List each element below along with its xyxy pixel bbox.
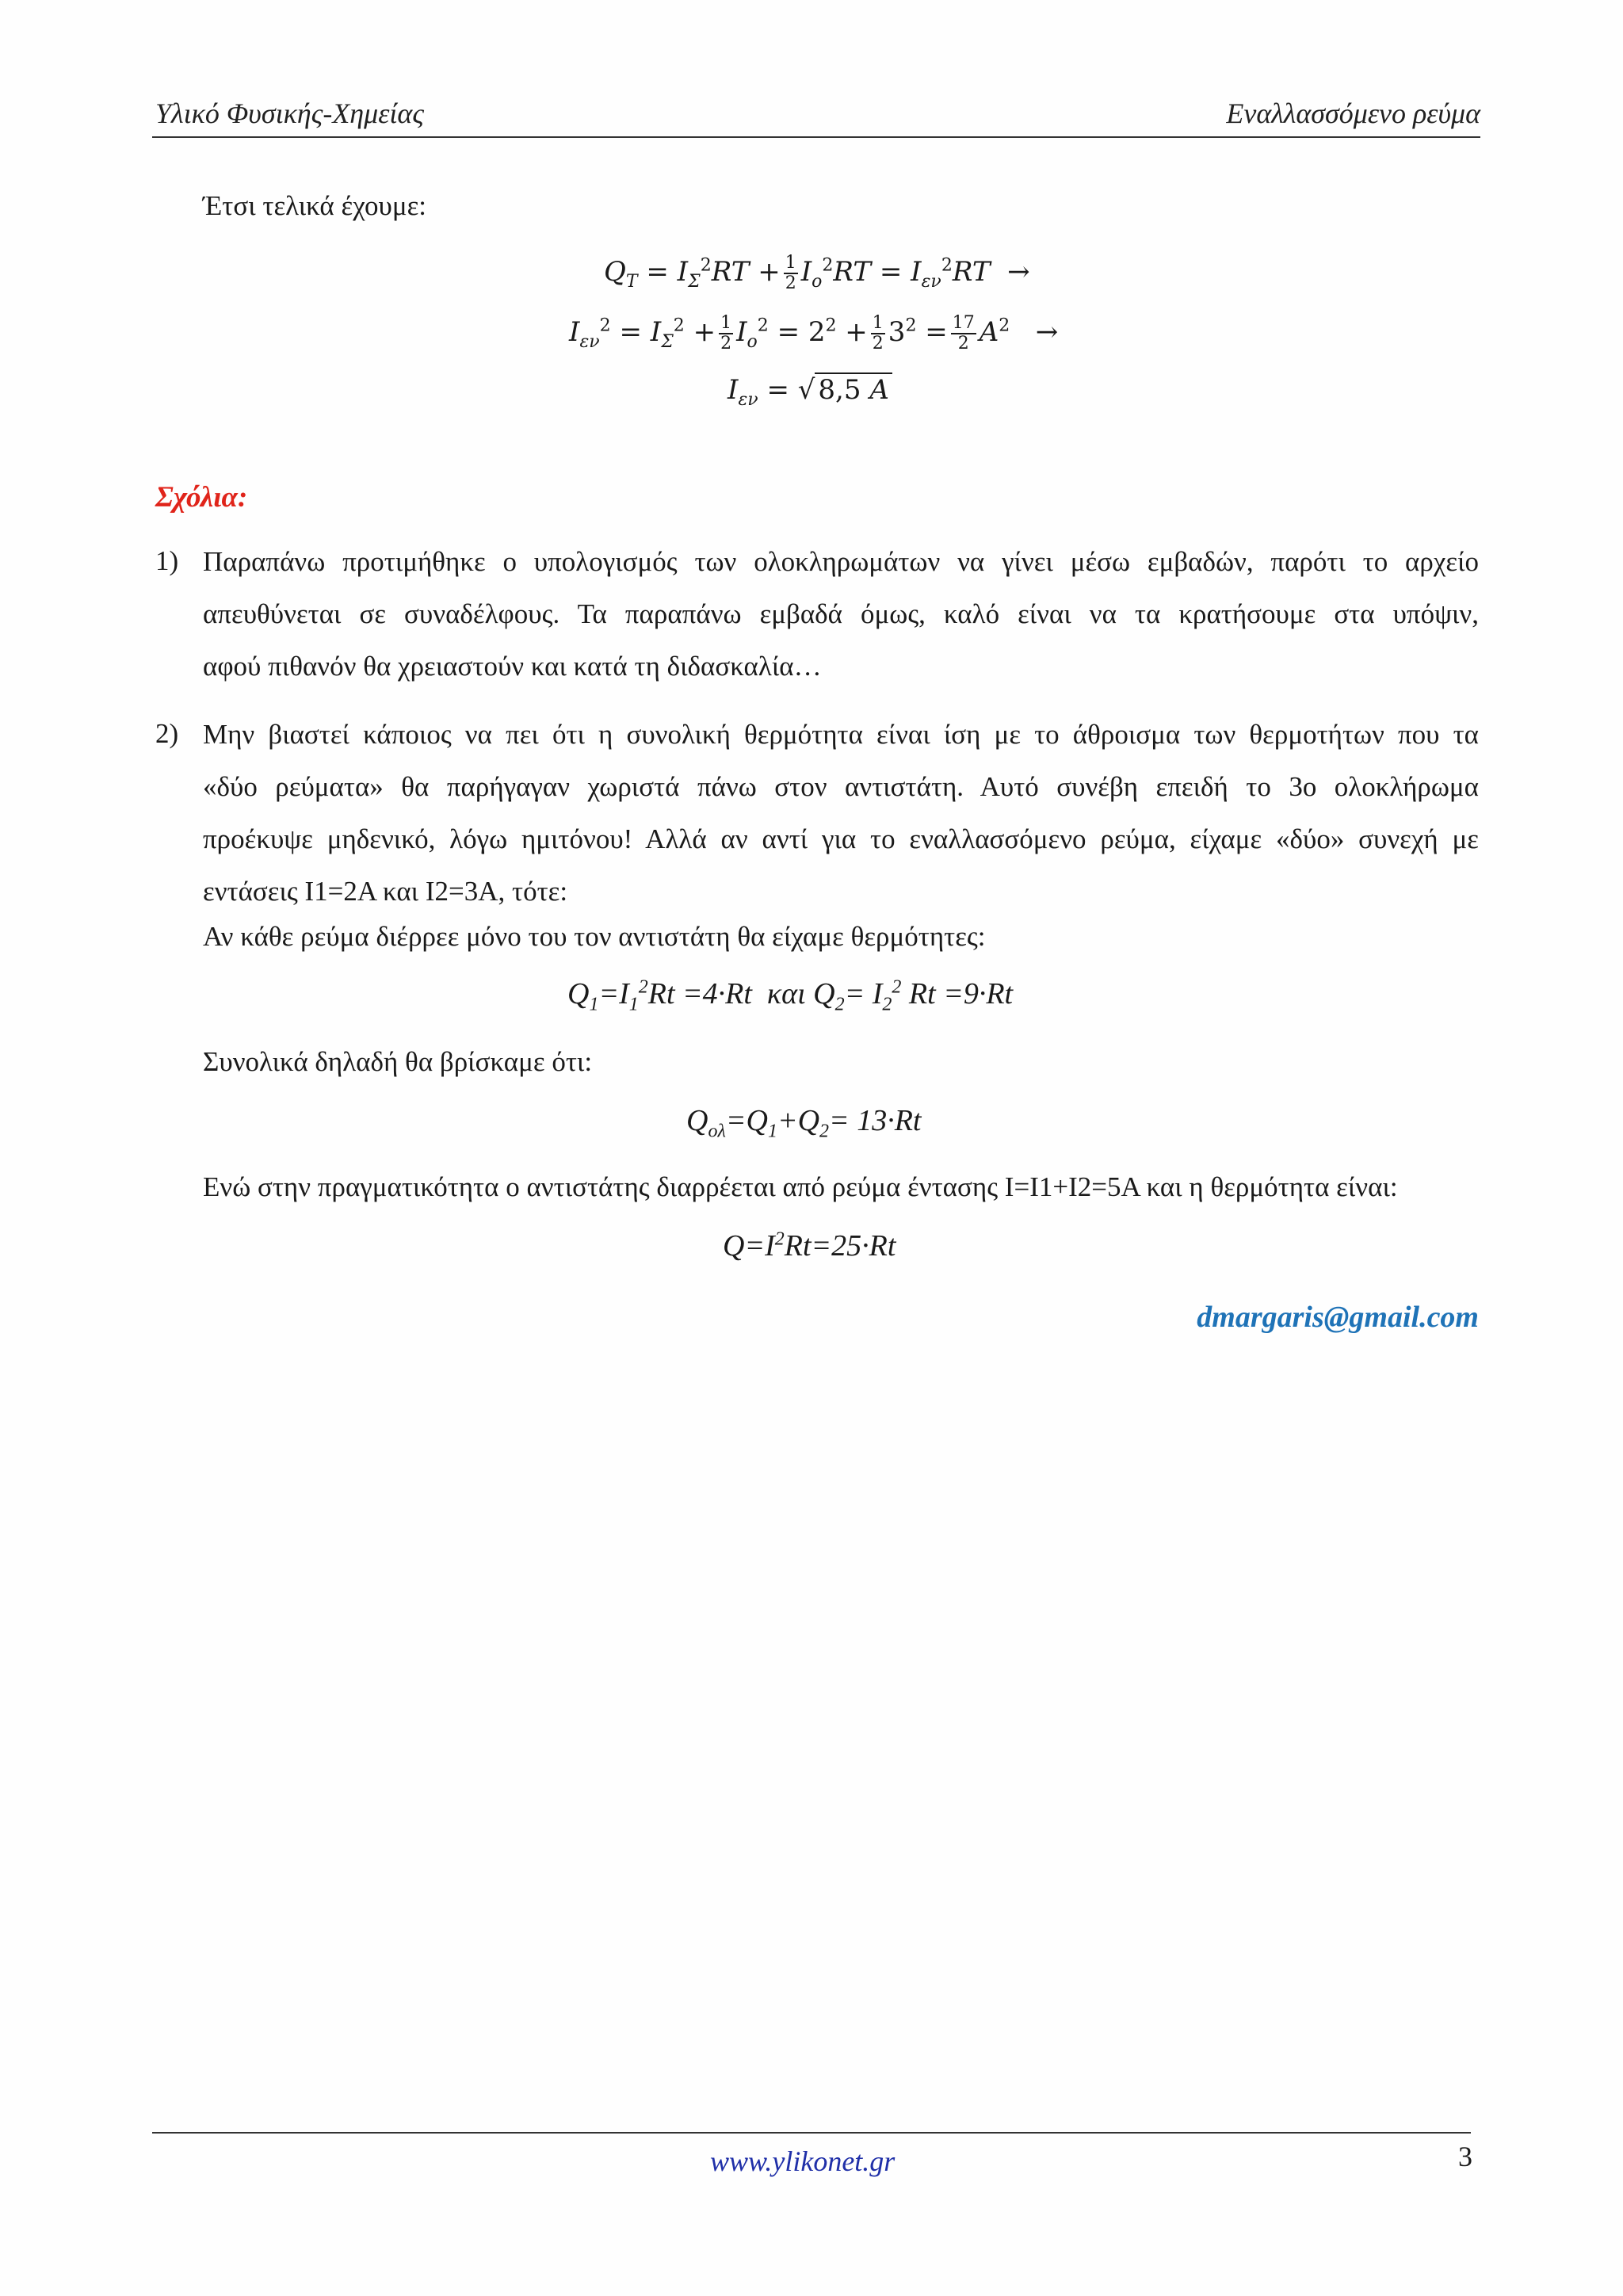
formula-q1-q2: $Q_1=I_1^2Rt =4\cdot Rt$ και $Q_2= I_2^2$ Rt =9·Rt (567, 976, 1014, 1015)
footer-divider (152, 2132, 1471, 2134)
equation-effective-square: $I_{\varepsilon\nu}^2 = I_\Sigma^2$ + $\frac{1}{2}$ $I_o^2 = 2^2$ + $\frac{1}{2}$ $3^2$ = $\frac{17}{2}$ $A^2$ → (569, 313, 1059, 353)
formula-q-total: $Q_{o\lambda}=Q_1+Q_2= 13\cdot Rt$ (686, 1104, 922, 1142)
paragraph-reality: Ενώ στην πραγματικότητα ο αντιστάτης διαρρέεται από ρεύμα έντασης I=I1+I2=5A και η θερμότητα είναι: (203, 1171, 1398, 1202)
item-2-number: 2) (155, 718, 179, 749)
header-divider (152, 136, 1480, 138)
item-2-text: Μην βιαστεί κάποιος να πει ότι η συνολική θερμότητα είναι ίση με το άθροισμα των θερμοτήτων που τα «δύο ρεύματα» θα παρήγαγαν χωριστά πάνω στον αντιστάτη. Αυτό συνέβη επειδή το 3ο ολοκλήρωμα προέκυψε μηδενικό, λόγω ημιτόνου! Αλλά αν αντί για το εναλλασσόμενο ρεύμα, είχαμε «δύο» συνεχή με εντάσεις I1=2A και I2=3A, τότε: (203, 719, 1479, 907)
paragraph-each-current: Αν κάθε ρεύμα διέρρεε μόνο του τον αντιστάτη θα είχαμε θερμότητες: (203, 921, 986, 952)
equation-heat-total: $Q_T = I_\Sigma^2RT$ + $\frac{1}{2}$ $I_o^2RT = I_{\varepsilon\nu}^2RT$ → (604, 253, 1030, 293)
formula-q-real: $Q=I^2Rt=25\cdot Rt$ (723, 1228, 896, 1263)
equation-effective-value: $I_{\varepsilon\nu}$ = √ 8,5 A (727, 372, 892, 410)
item-1-number: 1) (155, 545, 179, 576)
intro-text: Έτσι τελικά έχουμε: (203, 190, 426, 221)
footer-url: www.ylikonet.gr (710, 2145, 896, 2177)
header-left: Υλικό Φυσικής-Χημείας (155, 97, 424, 129)
author-email: dmargaris@gmail.com (1197, 1301, 1479, 1334)
item-1-text: Παραπάνω προτιμήθηκε ο υπολογισμός των ολοκληρωμάτων να γίνει μέσω εμβαδών, παρότι το αρχείο απευθύνεται σε συναδέλφους. Τα παραπάνω εμβαδά όμως, καλό είναι να τα κρατήσουμε στα υπόψιν, αφού πιθανόν θα χρειαστούν και κατά τη διδασκαλία… (203, 546, 1479, 682)
header-right: Εναλλασσόμενο ρεύμα (1226, 97, 1480, 129)
page-number: 3 (1458, 2141, 1472, 2172)
comments-title: Σχόλια: (155, 481, 248, 514)
paragraph-total: Συνολικά δηλαδή θα βρίσκαμε ότι: (203, 1046, 593, 1077)
